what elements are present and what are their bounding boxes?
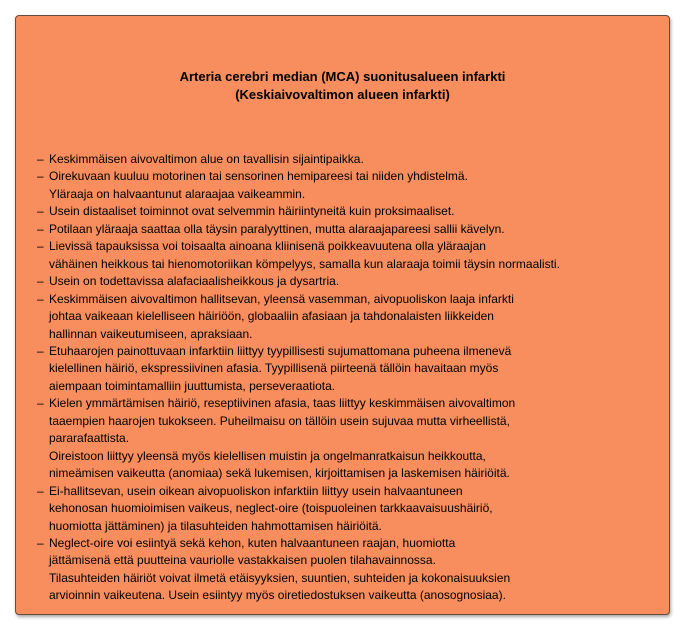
bullet-dash: – (37, 221, 44, 236)
bullet-dash: – (37, 535, 44, 550)
bullet-text-line: kehonosan huomioimisen vaikeus, neglect-oire (toispuoleinen tarkkaavaisuushäiriö, (49, 501, 493, 516)
bullet-dash: – (37, 396, 44, 411)
bullet-text-line: Oirekuvaan kuuluu motorinen tai sensorinen hemipareesi tai niiden yhdistelmä. (49, 169, 468, 184)
bullet-text-line: Usein distaaliset toiminnot ovat selvemmin häiriintyneitä kuin proksimaaliset. (49, 204, 455, 219)
bullet-dash: – (37, 239, 44, 254)
bullet-dash: – (37, 291, 44, 306)
bullet-dash: – (37, 274, 44, 289)
bullet-item (37, 291, 560, 343)
bullet-text-line: Lievissä tapauksissa voi toisaalta ainoana kliinisenä poikkeavuutena olla yläraajan (49, 239, 486, 254)
bullet-text-line: Yläraaja on halvaantunut alaraajaa vaikeammin. (49, 186, 306, 201)
bullet-text-line: Potilaan yläraaja saattaa olla täysin paralyyttinen, mutta alaraajapareesi sallii kävelyn. (49, 221, 505, 236)
bullet-text-line: pararafaattista. (49, 431, 130, 446)
bullet-text-line: vähäinen heikkous tai hienomotoriikan kömpelyys, samalla kun alaraaja toimii täysin normaalisti. (49, 256, 560, 271)
bullet-text-line: arvioinnin vaikeutena. Usein esiintyy myös oiretiedostuksen vaikeutta (anosognosiaa). (49, 588, 506, 603)
bullet-item (37, 221, 560, 238)
bullet-text-line: Keskimmäisen aivovaltimon hallitsevan, yleensä vasemman, aivopuoliskon laaja infarkti (49, 291, 514, 306)
bullet-dash: – (37, 204, 44, 219)
bullet-text-line: aiempaan toimintamalliin juuttumista, perseveraatiota. (49, 378, 336, 393)
bullet-item (37, 535, 560, 605)
bullet-item (37, 203, 560, 220)
bullet-text-line: huomiotta jättäminen) ja tilasuhteiden hahmottamisen häiriöitä. (49, 518, 382, 533)
bullet-item (37, 238, 560, 273)
bullet-dash: – (37, 483, 44, 498)
bullet-text-line: hallinnan vaikeutumiseen, apraksiaan. (49, 326, 253, 341)
bullet-list (37, 151, 560, 605)
bullet-item (37, 395, 560, 482)
bullet-dash: – (37, 169, 44, 184)
bullet-text-line: nimeämisen vaikeutta (anomiaa) sekä lukemisen, kirjoittamisen ja laskemisen häiriöitä. (49, 466, 510, 481)
bullet-dash: – (37, 152, 44, 166)
bullet-item (37, 151, 560, 168)
title-line-2: (Keskiaivovaltimon alueen infarkti) (235, 87, 450, 102)
title-line-1: Arteria cerebri median (MCA) suonitusalueen infarkti (179, 69, 506, 84)
bullet-text-line: taaempien haarojen tukokseen. Puheilmaisu on tällöin usein sujuvaa mutta virheellistä, (49, 413, 510, 428)
info-card (15, 15, 670, 615)
bullet-item (37, 168, 560, 203)
bullet-text-line: kielellinen häiriö, ekspressiivinen afasia. Tyypillisenä piirteenä tällöin havaitaan myös (49, 361, 499, 376)
bullet-text-line: Keskimmäisen aivovaltimon alue on tavallisin sijaintipaikka. (49, 152, 364, 166)
bullet-text-line: Tilasuhteiden häiriöt voivat ilmetä etäisyyksien, suuntien, suhteiden ja kokonaisuuksien (49, 570, 511, 585)
bullet-item (37, 343, 560, 395)
bullet-text-line: Oireistoon liittyy yleensä myös kielellisen muistin ja ongelmanratkaisun heikkoutta, (49, 448, 486, 463)
bullet-text-line: johtaa vaikeaan kielelliseen häiriöön, globaaliin afasiaan ja tahdonalaisten liikkeiden (49, 309, 494, 324)
bullet-text-line: jättämisenä että puutteina vauriolle vastakkaisen puolen tilahavainnossa. (49, 553, 436, 568)
bullet-item (37, 483, 560, 535)
bullet-text-line: Etuhaarojen painottuvaan infarktiin liittyy tyypillisesti sujumattomana puheena ilmenevä (49, 343, 512, 358)
bullet-text-line: Kielen ymmärtämisen häiriö, reseptiivinen afasia, taas liittyy keskimmäisen aivovaltimon (49, 396, 516, 411)
bullet-item (37, 273, 560, 290)
card-title (16, 68, 669, 104)
bullet-text-line: Ei-hallitsevan, usein oikean aivopuoliskon infarktiin liittyy usein halvaantuneen (49, 483, 463, 498)
bullet-dash: – (37, 343, 44, 358)
bullet-text-line: Neglect-oire voi esiintyä sekä kehon, kuten halvaantuneen raajan, huomiotta (49, 535, 456, 550)
bullet-text-line: Usein on todettavissa alafaciaalisheikkous ja dysartria. (49, 274, 340, 289)
